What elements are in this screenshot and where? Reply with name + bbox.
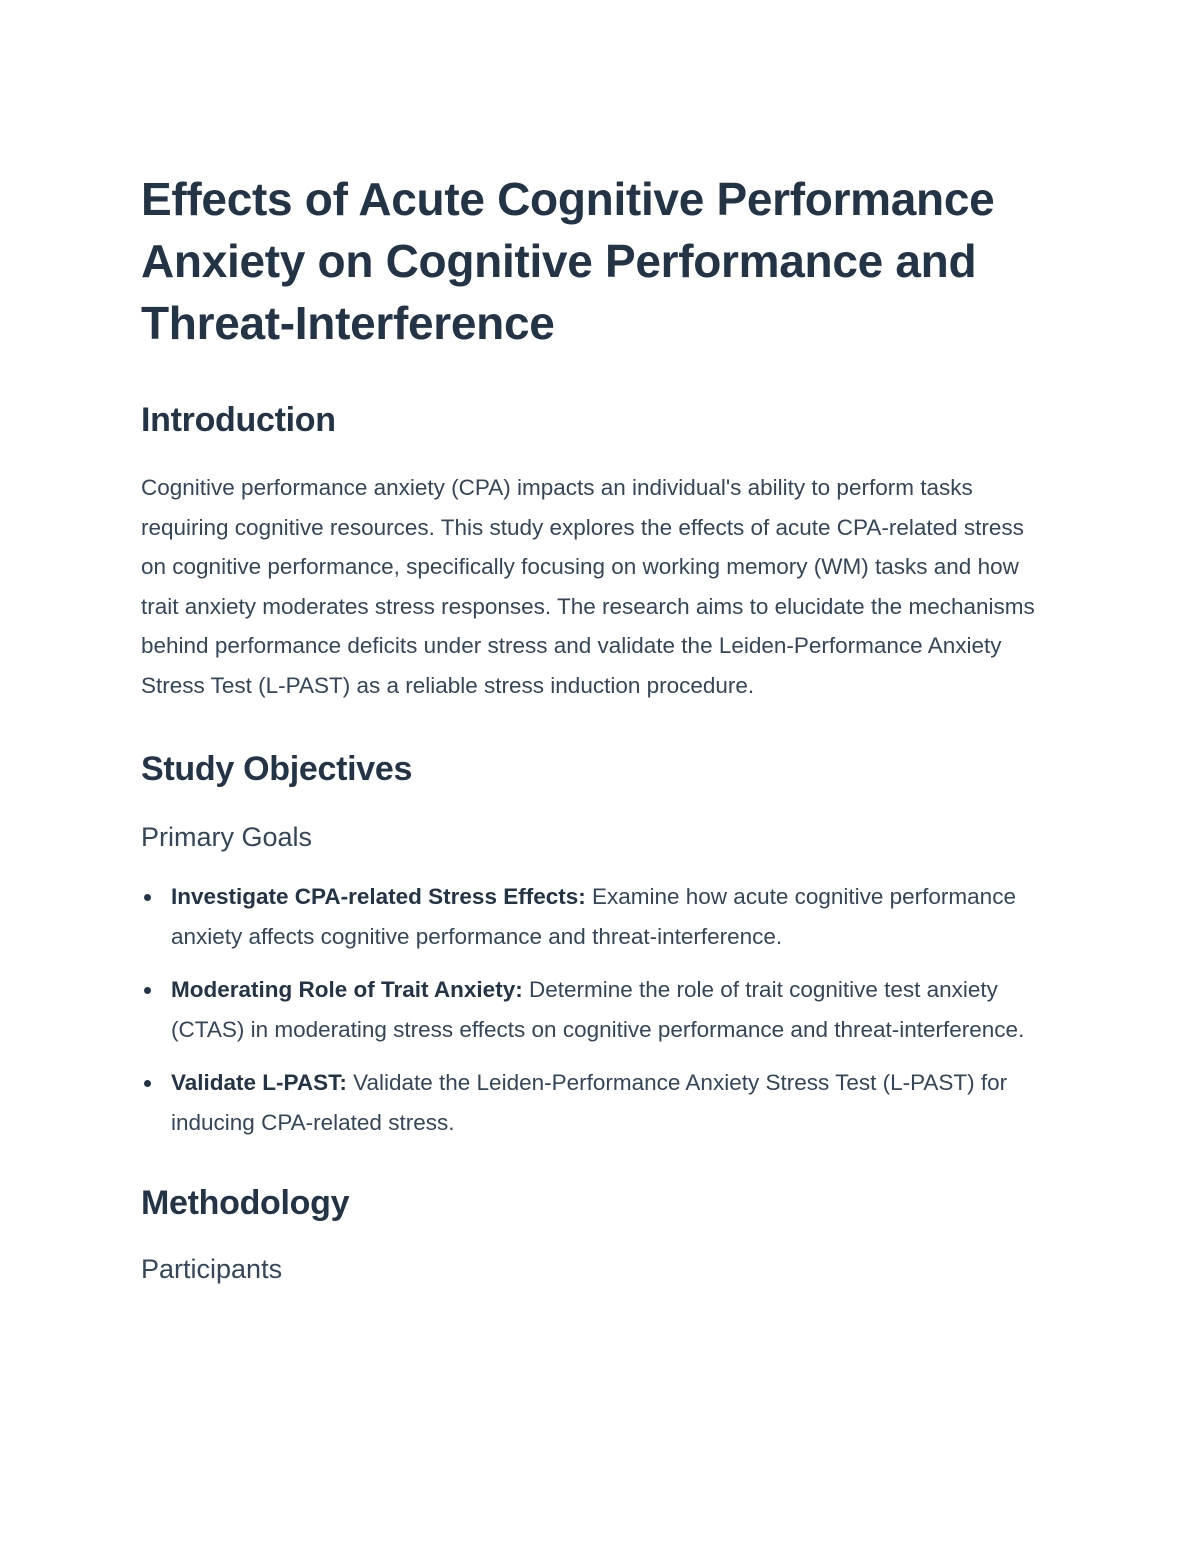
section-heading-methodology: Methodology — [141, 1184, 350, 1222]
list-item — [141, 877, 1050, 957]
subheading-primary-goals: Primary Goals — [141, 822, 313, 852]
goal-text: Validate the Leiden-Performance Anxiety Stress Test (L-PAST) for inducing CPA-related stress. — [171, 1070, 1008, 1135]
goals-list — [141, 877, 1050, 1143]
bullet-icon — [144, 894, 151, 901]
list-item — [141, 1063, 1050, 1143]
goal-label: Validate L-PAST: — [171, 1070, 347, 1095]
section-heading-study-objectives: Study Objectives — [141, 750, 413, 788]
goal-label: Investigate CPA-related Stress Effects: — [171, 884, 586, 909]
subheading-participants: Participants — [141, 1254, 283, 1284]
goal-label: Moderating Role of Trait Anxiety: — [171, 977, 523, 1002]
document-title: Effects of Acute Cognitive Performance Anxiety on Cognitive Performance and Threat-Interference — [141, 173, 995, 349]
bullet-icon — [144, 1080, 151, 1087]
introduction-paragraph: Cognitive performance anxiety (CPA) impacts an individual's ability to perform tasks requiring cognitive resources. This study explores the effects of acute CPA-related stress on cognitive performance, specifically focusing on working memory (WM) tasks and how trait anxiety moderates stress responses. The research aims to elucidate the mechanisms behind performance deficits under stress and validate the Leiden-Performance Anxiety Stress Test (L-PAST) as a reliable stress induction procedure. — [141, 475, 1035, 698]
section-heading-introduction: Introduction — [141, 401, 336, 439]
goal-text: Determine the role of trait cognitive test anxiety (CTAS) in moderating stress effects on cognitive performance and threat-interference. — [171, 977, 1025, 1042]
bullet-icon — [144, 987, 151, 994]
list-item — [141, 970, 1050, 1050]
goal-text: Examine how acute cognitive performance anxiety affects cognitive performance and threat-interference. — [171, 884, 1016, 949]
